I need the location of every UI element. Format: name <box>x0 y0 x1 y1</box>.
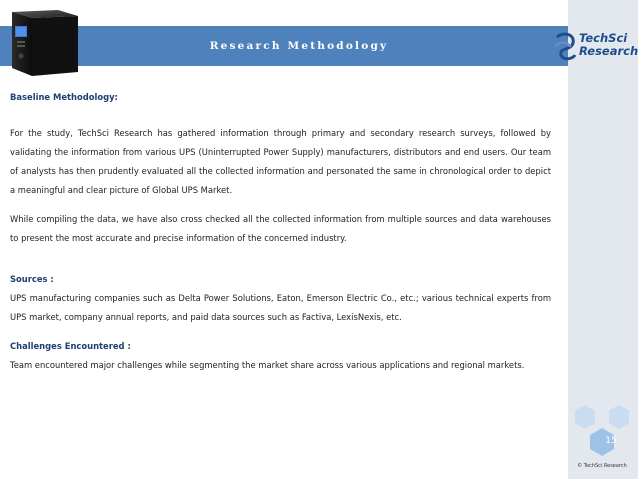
hexagon-decoration <box>570 404 638 464</box>
slide-title: Research Methodology <box>209 40 389 52</box>
challenges-body: Team encountered major challenges while segmenting the market share across various applications and regional markets. <box>10 360 525 370</box>
copyright-text: © TechSci Research <box>577 463 627 469</box>
baseline-paragraph-2: While compiling the data, we have also cross checked all the collected information from multiple sources and data warehouses to present the most accurate and precise information of the concerned industry. <box>10 214 551 243</box>
logo-line-1: TechSci <box>579 31 628 45</box>
baseline-paragraph-1: For the study, TechSci Research has gathered information through primary and secondary research surveys, followed by validating the information from various UPS (Uninterrupted Power Supply) manufacturers, distributors and end users. Our team of analysts has then prudently evaluated all the collected information and personated the same in chronological order to depict a meaningful and clear picture of Global UPS Market. <box>10 128 551 195</box>
baseline-heading: Baseline Methodology: <box>10 92 118 102</box>
header-band <box>0 26 568 66</box>
logo-swirl-icon <box>553 29 579 63</box>
techsci-logo <box>551 27 638 65</box>
page-number: 15 <box>605 436 617 446</box>
sources-heading: Sources : <box>10 274 54 284</box>
logo-line-2: Research <box>579 44 638 58</box>
ups-device-image <box>4 6 82 78</box>
content-body <box>10 88 551 375</box>
sources-body: UPS manufacturing companies such as Delta Power Solutions, Eaton, Emerson Electric Co., etc.; various technical experts from UPS market, company annual reports, and paid data sources such as Factiva, LexisNexis, etc. <box>10 293 551 322</box>
challenges-heading: Challenges Encountered : <box>10 341 131 351</box>
